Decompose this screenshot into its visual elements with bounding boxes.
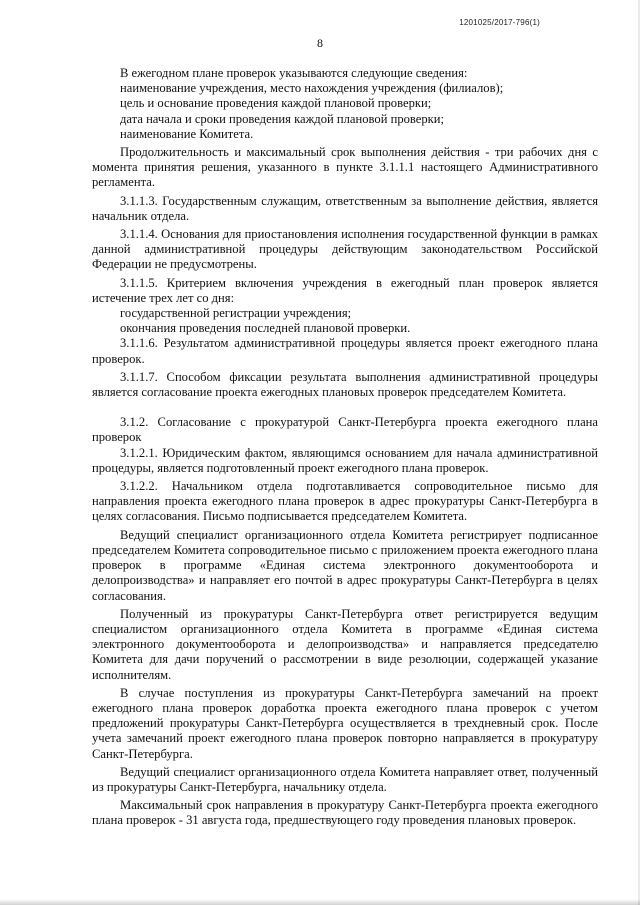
list-item: наименование Комитета. xyxy=(120,126,254,141)
paragraph: Ведущий специалист организационного отдела Комитета регистрирует подписанное председателем Комитета сопроводительное письмо с приложением проекта ежегодного плана проверок в программе «Единая система электронного документооборота и делопроизводства» и направляет его почтой в адрес прокуратуры Санкт-Петербурга в целях согласования. xyxy=(92,527,598,603)
list-item: цель и основание проведения каждой плановой проверки; xyxy=(120,96,432,111)
scan-edge-shadow xyxy=(0,899,640,905)
paragraph: Полученный из прокуратуры Санкт-Петербурга ответ регистрируется ведущим специалистом организационного отдела Комитета в программе «Единая система электронного документооборота и делопроизводства» и направляется председателю Комитета для дачи поручений о рассмотрении в виде резолюции, содержащей указание исполнителям. xyxy=(92,606,598,682)
page-number: 8 xyxy=(317,36,323,50)
paragraph: В ежегодном плане проверок указываются следующие сведения: xyxy=(120,66,468,80)
paragraph: Ведущий специалист организационного отдела Комитета направляет ответ, полученный из прокуратуры Санкт-Петербурга, начальнику отдела. xyxy=(92,764,598,794)
paragraph: В случае поступления из прокуратуры Санкт-Петербурга замечаний на проект ежегодного плана проверок доработка проекта ежегодного плана проверок с учетом предложений прокуратуры Санкт-Петербурга осуществляется в трехдневный срок. После учета замечаний проект ежегодного плана проверок повторно направляется в прокуратуру Санкт-Петербурга. xyxy=(92,685,598,761)
section-heading: 3.1.2. Согласование с прокуратурой Санкт-Петербурга проекта ежегодного плана проверок xyxy=(92,415,598,445)
list-item: наименование учреждения, место нахождения учреждения (филиалов); xyxy=(120,81,504,96)
paragraph: Максимальный срок направления в прокуратуру Санкт-Петербурга проекта ежегодного плана проверок - 31 августа года, предшествующего году проведения плановых проверок. xyxy=(92,798,598,828)
document-id: 1201025/2017-796(1) xyxy=(459,18,540,27)
list-item: дата начала и сроки проведения каждой плановой проверки; xyxy=(120,111,445,126)
list-item: окончания проведения последней плановой проверки. xyxy=(120,321,411,336)
document-body xyxy=(92,66,598,829)
paragraph: 3.1.2.1. Юридическим фактом, являющимся основанием для начала административной процедуры, является подготовленный проект ежегодного плана проверок. xyxy=(92,445,598,475)
paragraph: 3.1.2.2. Начальником отдела подготавливается сопроводительное письмо для направления проекта ежегодного плана проверок в адрес прокуратуры Санкт-Петербурга в целях согласования. Письмо подписывается председателем Комитета. xyxy=(92,479,598,524)
paragraph: 3.1.1.5. Критерием включения учреждения в ежегодный план проверок является истечение трех лет со дня: xyxy=(92,275,598,305)
paragraph: 3.1.1.6. Результатом административной процедуры является проект ежегодного плана проверок. xyxy=(92,336,598,366)
paragraph: 3.1.1.7. Способом фиксации результата выполнения административной процедуры является согласование проекта ежегодных плановых проверок председателем Комитета. xyxy=(92,369,598,400)
paragraph: Продолжительность и максимальный срок выполнения действия - три рабочих дня с момента принятия решения, указанного в пункте 3.1.1.1 настоящего Административного регламента. xyxy=(92,145,598,190)
list-item: государственной регистрации учреждения; xyxy=(120,306,352,321)
paragraph: 3.1.1.3. Государственным служащим, ответственным за выполнение действия, является начальник отдела. xyxy=(92,193,598,223)
paragraph: 3.1.1.4. Основания для приостановления исполнения государственной функции в рамках данной административной процедуры действующим законодательством Российской Федерации не предусмотрены. xyxy=(92,227,598,272)
